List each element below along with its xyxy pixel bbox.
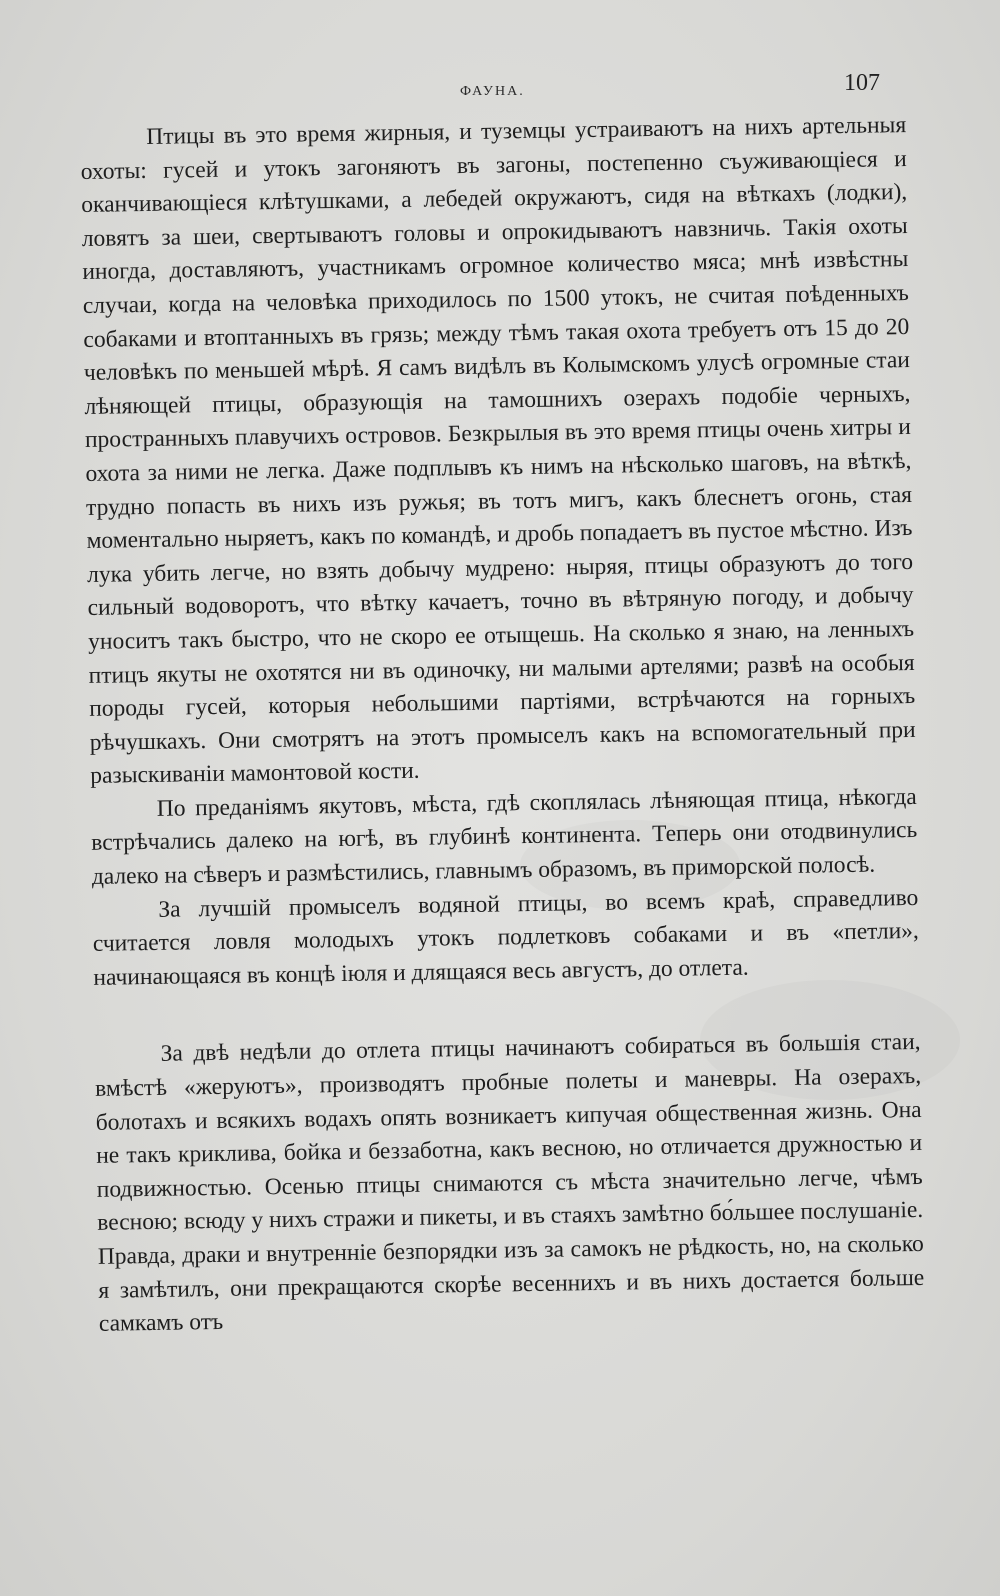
page-number: 107	[844, 70, 880, 96]
running-head	[80, 70, 900, 108]
paragraph: За лучшій промыселъ водяной птицы, во всемъ краѣ, справедливо считается ловля молодыхъ утокъ подлетковъ собаками и въ «петли», начинающаяся въ концѣ іюля и длящаяся весь августъ, до отлета.	[92, 884, 920, 991]
running-title: ФАУНА.	[460, 84, 525, 99]
paragraph: По преданіямъ якутовъ, мѣста, гдѣ скоплялась лѣняющая птица, нѣкогда встрѣчались далеко на югѣ, въ глубинѣ континента. Теперь они отодвинулись далеко на сѣверъ и размѣстились, главнымъ образомъ, въ приморской полосѣ.	[91, 783, 918, 890]
paragraph: Птицы въ это время жирныя, и туземцы устраиваютъ на нихъ артельныя охоты: гусей и утокъ загоняютъ въ загоны, постепенно съуживающіеся и оканчивающіеся клѣтушками, а лебедей окружаютъ, сидя на вѣткахъ (лодки), ловятъ за шеи, свертываютъ головы и опрокидываютъ навзничь. Такія охоты иногда, доставляютъ, участникамъ огромное количество мяса; мнѣ извѣстны случаи, когда на человѣка приходилось по 1500 утокъ, не считая поѣденныхъ собаками и втоптанныхъ въ грязь; между тѣмъ такая охота требуетъ отъ 15 до 20 человѣкъ по меньшей мѣрѣ. Я самъ видѣлъ въ Колымскомъ улусѣ огромные стаи лѣняющей птицы, образующія на тамошнихъ озерахъ подобіе черныхъ, пространныхъ плавучихъ островов. Безкрылыя въ это время птицы очень хитры и охота за ними не легка. Даже подплывъ къ нимъ на нѣсколько шаговъ, на вѣткѣ, трудно попасть въ нихъ изъ ружья; въ тотъ мигъ, какъ блеснетъ огонь, стая моментально ныряетъ, какъ по командѣ, и дробь попадаетъ въ пустое мѣстно. Изъ лука убить легче, но взять добычу мудрено: ныряя, птицы образуютъ до того сильный водоворотъ, что вѣтку качаетъ, точно въ вѣтряную погоду, и добычу уноситъ такъ быстро, что не скоро ее отыщешь. На сколько я знаю, на ленныхъ птицъ якуты не охотятся ни въ одиночку, ни малыми артелями; развѣ на особыя породы гусей, которыя небольшими партіями, встрѣчаются на горныхъ рѣчушкахъ. Они смотрятъ на этотъ промыселъ какъ на вспомогательный при разыскиваніи мамонтовой кости.	[80, 112, 916, 790]
body-text	[80, 109, 925, 1342]
paragraph: За двѣ недѣли до отлета птицы начинаютъ собираться въ большія стаи, вмѣстѣ «жеруютъ», производятъ пробные полеты и маневры. На озерахъ, болотахъ и всякихъ водахъ опять возникаетъ кипучая общественная жизнь. Она не такъ криклива, бойка и беззаботна, какъ весною, но отличается дружностью и подвижностью. Осенью птицы снимаются съ мѣста значительно легче, чѣмъ весною; всюду у нихъ стражи и пикеты, и въ стаяхъ замѣтно бо́льшее послушаніе. Правда, драки и внутренніе безпорядки изъ за самокъ не рѣдкость, но, на сколько я замѣтилъ, они прекращаются скорѣе весеннихъ и въ нихъ достается больше самкамъ отъ	[94, 1029, 925, 1338]
